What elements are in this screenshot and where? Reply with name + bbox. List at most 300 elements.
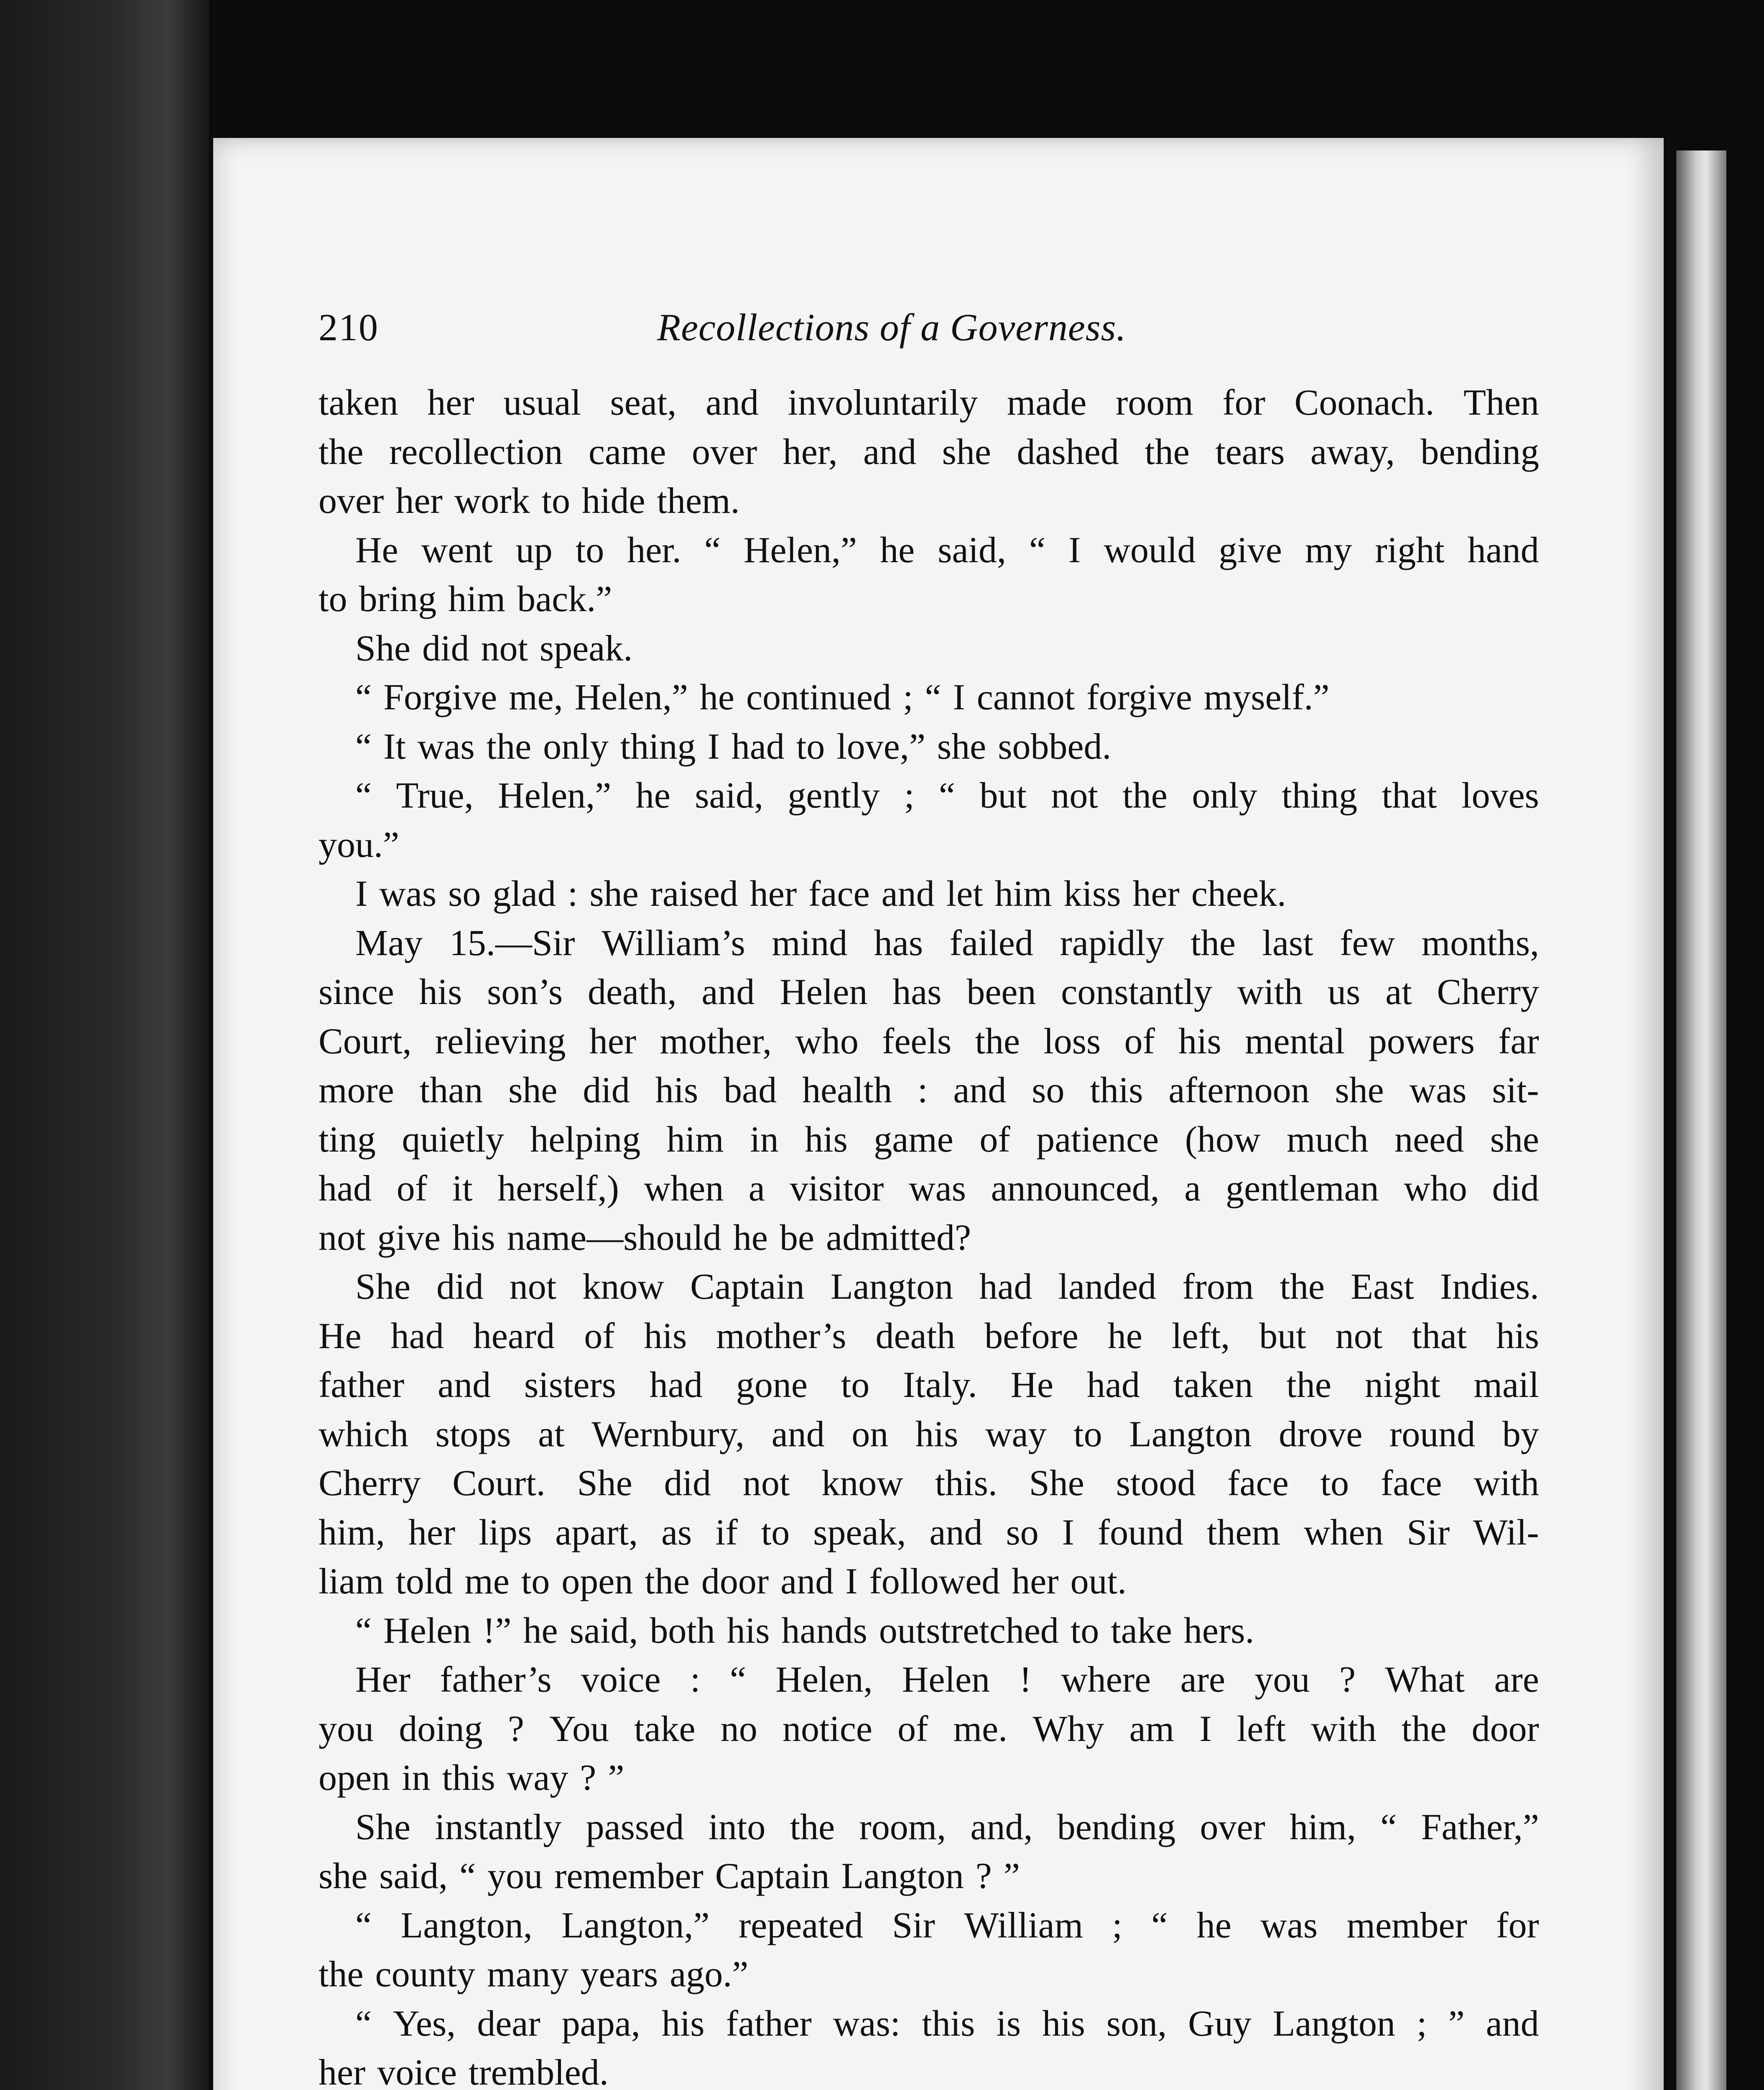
text-word: his <box>805 1119 848 1160</box>
text-word: mother, <box>660 1021 772 1062</box>
text-word: She <box>577 1463 632 1504</box>
text-word: his <box>1178 1021 1221 1062</box>
text-word: with <box>1311 1708 1377 1749</box>
text-word: Langton, <box>400 1905 533 1946</box>
text-word: (how <box>1185 1119 1261 1160</box>
text-line <box>319 1754 1539 1803</box>
text-word: Then <box>1463 382 1539 423</box>
text-word: face <box>1227 1463 1289 1504</box>
text-word: May <box>355 923 423 963</box>
text-word: gone <box>736 1365 808 1405</box>
text-word: constantly <box>1061 972 1213 1012</box>
text-word: stood <box>1116 1463 1196 1504</box>
text-word: Court. <box>452 1463 546 1504</box>
text-line-content: “ It was the only thing I had to love,” she sobbed. <box>355 726 1111 767</box>
text-word: Indies. <box>1440 1267 1539 1307</box>
text-line <box>319 1999 1539 2049</box>
text-word: not <box>742 1463 790 1504</box>
text-word: drove <box>1279 1414 1363 1455</box>
text-word: him <box>666 1119 724 1160</box>
text-word: sit- <box>1492 1070 1539 1111</box>
text-word: ; <box>1112 1905 1122 1946</box>
text-word: feels <box>882 1021 952 1062</box>
text-word: that <box>1412 1315 1467 1356</box>
text-word: to <box>1320 1463 1349 1504</box>
text-word: dashed <box>1017 431 1119 472</box>
text-word: the <box>1286 1365 1331 1405</box>
text-word: Guy <box>1188 2003 1252 2044</box>
text-word: speak, <box>813 1512 906 1553</box>
text-word: bad <box>724 1070 777 1111</box>
text-word: last <box>1262 923 1313 963</box>
text-line <box>319 2048 1539 2090</box>
text-word: father <box>726 2003 812 2044</box>
text-word: “ <box>704 530 721 571</box>
text-word: to <box>761 1512 790 1553</box>
text-word: she <box>942 431 991 472</box>
text-word: son, <box>1106 2003 1167 2044</box>
text-word: in <box>750 1119 779 1160</box>
text-word: William’s <box>602 923 745 963</box>
text-word: of <box>1124 1021 1155 1062</box>
text-word: and <box>863 431 917 472</box>
text-word: need <box>1394 1119 1464 1160</box>
text-word: did <box>664 1463 711 1504</box>
text-word: doing <box>399 1708 483 1749</box>
text-word: of <box>396 1168 428 1209</box>
text-line-content: She did not speak. <box>355 628 633 669</box>
text-word: since <box>319 972 394 1012</box>
text-word: was: <box>833 2003 901 2044</box>
text-word: to <box>1073 1414 1102 1455</box>
text-word: came <box>588 431 666 472</box>
text-line <box>319 919 1539 968</box>
text-word: but <box>1259 1315 1306 1356</box>
text-word: bending <box>1420 431 1539 472</box>
text-word: repeated <box>738 1905 863 1946</box>
text-word: “ <box>355 775 372 816</box>
text-word: ! <box>1019 1659 1032 1700</box>
text-word: room <box>1116 382 1193 423</box>
text-word: game <box>874 1119 953 1160</box>
text-word: and <box>929 1512 983 1553</box>
text-word: where <box>1061 1659 1151 1700</box>
text-word: she <box>508 1070 558 1111</box>
text-word: hand <box>1467 530 1539 571</box>
text-word: when <box>1303 1512 1384 1553</box>
text-word: give <box>1218 530 1282 571</box>
text-word: a <box>748 1168 765 1209</box>
text-word: Father,” <box>1421 1807 1539 1848</box>
text-word: had <box>979 1267 1032 1307</box>
text-word: Langton <box>1272 2003 1396 2044</box>
text-word: stops <box>435 1414 511 1455</box>
text-word: a <box>1184 1168 1201 1209</box>
text-word: his <box>915 1414 958 1455</box>
text-word: was <box>1260 1905 1318 1946</box>
text-word: the <box>1145 431 1190 472</box>
text-word: him, <box>319 1512 385 1553</box>
text-word: with <box>1237 972 1303 1012</box>
text-word: Helen, <box>775 1659 873 1700</box>
text-word: his <box>1496 1315 1539 1356</box>
text-line <box>319 1164 1539 1213</box>
text-word: night <box>1364 1365 1440 1405</box>
text-line <box>319 575 1539 624</box>
text-line <box>319 968 1539 1017</box>
text-word: so <box>1032 1070 1065 1111</box>
text-line <box>319 1901 1539 1950</box>
text-word: and <box>771 1414 825 1455</box>
text-line-content: she said, “ you remember Captain Langton ? ” <box>319 1856 1020 1896</box>
text-word: left <box>1236 1708 1286 1749</box>
text-word: notice <box>782 1708 872 1749</box>
text-word: and <box>701 972 755 1012</box>
text-word: made <box>1007 382 1087 423</box>
text-word: ting <box>319 1119 376 1160</box>
text-word: know <box>821 1463 903 1504</box>
text-word: helping <box>530 1119 641 1160</box>
text-word: his <box>661 2003 705 2044</box>
text-word: failed <box>949 923 1033 963</box>
text-word: What <box>1385 1659 1465 1700</box>
text-line <box>319 1459 1539 1508</box>
text-word: sisters <box>524 1365 616 1405</box>
text-word: and, <box>970 1807 1033 1848</box>
text-word: and <box>1486 2003 1539 2044</box>
text-word: He <box>355 530 398 571</box>
text-word: I <box>1062 1512 1074 1553</box>
text-word: only <box>1192 775 1257 816</box>
text-word: months, <box>1421 923 1539 963</box>
text-word: said, <box>695 775 764 816</box>
text-word: me. <box>953 1708 1008 1749</box>
text-word: her, <box>783 431 838 472</box>
text-line <box>319 428 1539 477</box>
text-word: from <box>1182 1267 1254 1307</box>
text-word: thing <box>1282 775 1358 816</box>
text-word: her. <box>627 530 681 571</box>
body-text <box>319 378 1539 2090</box>
text-word: the <box>1122 775 1168 816</box>
text-word: at <box>1385 972 1412 1012</box>
text-line <box>319 771 1539 821</box>
text-word: us <box>1328 972 1361 1012</box>
text-line-content: “ Helen !” he said, both his hands outstretched to take hers. <box>355 1610 1254 1651</box>
text-word: not <box>1335 1315 1383 1356</box>
text-word: that <box>1382 775 1437 816</box>
text-word: left, <box>1172 1315 1230 1356</box>
text-line <box>319 1066 1539 1115</box>
text-word: on <box>851 1414 889 1455</box>
text-word: Cherry <box>319 1463 421 1504</box>
text-word: not <box>509 1267 557 1307</box>
text-word: powers <box>1368 1021 1475 1062</box>
text-word: way <box>985 1414 1047 1455</box>
text-word: Sir <box>892 1905 935 1946</box>
text-line <box>319 1262 1539 1312</box>
text-line <box>319 1950 1539 1999</box>
text-word: Langton <box>830 1267 953 1307</box>
page-header <box>319 305 1539 359</box>
text-word: is <box>996 2003 1021 2044</box>
text-word: father’s <box>440 1659 552 1700</box>
text-word: Langton,” <box>561 1905 710 1946</box>
text-word: quietly <box>402 1119 504 1160</box>
text-word: his <box>644 1315 687 1356</box>
text-line-content: the county many years ago.” <box>319 1954 749 1995</box>
scanner-background-left <box>0 0 209 2090</box>
text-word: He <box>1010 1365 1054 1405</box>
text-word: of <box>979 1119 1010 1160</box>
text-line <box>319 1557 1539 1606</box>
text-word: of <box>897 1708 928 1749</box>
text-word: was <box>1409 1070 1467 1111</box>
text-word: her <box>408 1512 456 1553</box>
text-line <box>319 1115 1539 1165</box>
text-line <box>319 821 1539 870</box>
text-line-content: not give his name—should he be admitted? <box>319 1217 971 1258</box>
text-word: over <box>691 431 757 472</box>
text-word: She <box>1029 1463 1084 1504</box>
text-line <box>319 1410 1539 1459</box>
text-word: the <box>1280 1267 1325 1307</box>
text-word: said, <box>938 530 1006 571</box>
text-line <box>319 673 1539 722</box>
text-line <box>319 1705 1539 1754</box>
text-word: and <box>438 1365 491 1405</box>
text-word: been <box>966 972 1036 1012</box>
text-word: the <box>790 1807 835 1848</box>
text-word: of <box>584 1315 615 1356</box>
text-word: and <box>953 1070 1007 1111</box>
text-word: are <box>1180 1659 1226 1700</box>
text-word: did <box>1492 1168 1539 1209</box>
text-word: right <box>1375 530 1445 571</box>
text-line <box>319 1508 1539 1557</box>
text-word: round <box>1389 1414 1476 1455</box>
text-word: he <box>635 775 670 816</box>
text-line-content: to bring him back.” <box>319 579 612 619</box>
text-word: who <box>795 1021 859 1062</box>
text-line <box>319 1606 1539 1656</box>
text-word: mind <box>772 923 848 963</box>
text-word: member <box>1346 1905 1467 1946</box>
text-line-content: I was so glad : she raised her face and let him kiss her cheek. <box>355 874 1287 914</box>
text-word: the <box>1401 1708 1447 1749</box>
text-line <box>319 1312 1539 1361</box>
text-line <box>319 624 1539 673</box>
text-word: as <box>661 1512 692 1553</box>
text-word: far <box>1498 1021 1539 1062</box>
text-word: went <box>421 530 493 571</box>
text-word: I <box>1068 530 1081 571</box>
text-word: : <box>690 1659 701 1700</box>
text-word: ; <box>1417 2003 1427 2044</box>
text-word: has <box>874 923 923 963</box>
text-line <box>319 1655 1539 1705</box>
text-word: dear <box>477 2003 540 2044</box>
text-word: face <box>1381 1463 1442 1504</box>
text-word: my <box>1305 530 1352 571</box>
text-line <box>319 1361 1539 1410</box>
text-word: I <box>1199 1708 1212 1749</box>
text-word: usual <box>503 382 581 423</box>
text-word: over <box>1200 1807 1265 1848</box>
text-word: much <box>1287 1119 1369 1160</box>
text-word: this <box>1090 1070 1143 1111</box>
text-word: by <box>1502 1414 1539 1455</box>
text-word: his <box>419 972 462 1012</box>
text-word: son’s <box>487 972 563 1012</box>
text-line-content: her voice trembled. <box>319 2052 609 2090</box>
text-word: father <box>319 1365 405 1405</box>
text-line <box>319 1213 1539 1263</box>
text-word: than <box>419 1070 483 1111</box>
text-word: had <box>1086 1365 1140 1405</box>
text-word: know <box>582 1267 664 1307</box>
text-word: death <box>875 1315 956 1356</box>
text-word: away, <box>1310 431 1395 472</box>
text-word: True, <box>396 775 474 816</box>
text-word: Langton <box>1129 1414 1252 1455</box>
text-word: Helen <box>902 1659 990 1700</box>
text-word: William <box>964 1905 1083 1946</box>
text-word: Yes, <box>393 2003 456 2044</box>
text-word: landed <box>1058 1267 1157 1307</box>
text-word: her <box>589 1021 637 1062</box>
text-word: Wernbury, <box>591 1414 745 1455</box>
text-word: Helen,” <box>498 775 612 816</box>
text-line <box>319 1017 1539 1066</box>
text-word: the <box>319 431 364 472</box>
text-word: no <box>720 1708 757 1749</box>
text-word: to <box>575 530 604 571</box>
text-word: are <box>1494 1659 1539 1700</box>
text-word: did <box>583 1070 630 1111</box>
text-line <box>319 378 1539 428</box>
text-word: Coonach. <box>1294 382 1435 423</box>
text-word: for <box>1496 1905 1539 1946</box>
text-word: “ <box>1380 1807 1397 1848</box>
text-word: seat, <box>610 382 677 423</box>
text-word: the <box>1190 923 1236 963</box>
text-word: mail <box>1473 1365 1539 1405</box>
text-word: room, <box>859 1807 946 1848</box>
text-word: found <box>1097 1512 1184 1553</box>
text-word: He <box>319 1315 362 1356</box>
text-word: recollection <box>389 431 563 472</box>
text-word: it <box>452 1168 473 1209</box>
text-word: : <box>918 1070 928 1111</box>
text-word: loss <box>1043 1021 1101 1062</box>
text-line <box>319 1852 1539 1901</box>
text-word: you <box>319 1708 374 1749</box>
text-word: visitor <box>790 1168 884 1209</box>
text-word: he <box>1196 1905 1231 1946</box>
text-line <box>319 477 1539 526</box>
text-line-content: you.” <box>319 824 400 865</box>
text-word: “ <box>1151 1905 1168 1946</box>
text-word: taken <box>1173 1365 1253 1405</box>
text-word: loves <box>1461 775 1539 816</box>
text-word: 15.—Sir <box>449 923 575 963</box>
text-word: health <box>802 1070 892 1111</box>
text-word: but <box>979 775 1027 816</box>
text-word: rapidly <box>1060 923 1164 963</box>
text-line <box>319 722 1539 772</box>
text-word: lips <box>479 1512 532 1553</box>
text-word: passed <box>586 1807 684 1848</box>
text-word: “ <box>355 1905 372 1946</box>
text-word: him, <box>1290 1807 1356 1848</box>
text-word: not <box>1051 775 1098 816</box>
text-line <box>319 526 1539 575</box>
text-word: her <box>427 382 474 423</box>
text-word: them <box>1207 1512 1280 1553</box>
text-word: before <box>984 1315 1078 1356</box>
text-word: would <box>1104 530 1196 571</box>
text-word: Wil- <box>1473 1512 1539 1553</box>
text-word: voice <box>581 1659 661 1700</box>
text-word: so <box>1006 1512 1039 1553</box>
text-word: he <box>1107 1315 1142 1356</box>
text-word: if <box>715 1512 738 1553</box>
text-line-content: open in this way ? ” <box>319 1758 625 1798</box>
text-word: She <box>355 1807 410 1848</box>
text-word: was <box>909 1168 966 1209</box>
text-word: instantly <box>435 1807 562 1848</box>
text-word: this. <box>935 1463 997 1504</box>
text-word: relieving <box>435 1021 566 1062</box>
text-word: few <box>1340 923 1395 963</box>
text-word: gentleman <box>1226 1168 1379 1209</box>
text-word: apart, <box>555 1512 638 1553</box>
text-line-content: liam told me to open the door and I followed her out. <box>319 1561 1127 1602</box>
text-word: did <box>436 1267 484 1307</box>
text-word: has <box>892 972 942 1012</box>
text-word: involuntarily <box>788 382 978 423</box>
text-line-content: “ Forgive me, Helen,” he continued ; “ I cannot forgive myself.” <box>355 677 1330 718</box>
text-word: East <box>1351 1267 1414 1307</box>
text-word: Court, <box>319 1021 412 1062</box>
text-word: his <box>1042 2003 1085 2044</box>
text-word: announced, <box>991 1168 1160 1209</box>
text-word: “ <box>355 2003 372 2044</box>
text-word: at <box>538 1414 565 1455</box>
text-word: door <box>1471 1708 1539 1749</box>
text-word: into <box>708 1807 766 1848</box>
text-word: ? <box>1339 1659 1356 1700</box>
text-word: she <box>1490 1119 1539 1160</box>
text-word: who <box>1404 1168 1467 1209</box>
text-word: “ <box>1029 530 1046 571</box>
text-word: mother’s <box>716 1315 846 1356</box>
text-word: which <box>319 1414 409 1455</box>
text-word: afternoon <box>1168 1070 1310 1111</box>
text-word: more <box>319 1070 394 1111</box>
running-title: Recollections of a Governess. <box>657 306 1127 349</box>
text-line <box>319 869 1539 919</box>
text-word: mental <box>1245 1021 1345 1062</box>
text-word: with <box>1473 1463 1539 1504</box>
page-number: 210 <box>319 306 379 349</box>
text-word: his <box>655 1070 698 1111</box>
text-word: up <box>515 530 553 571</box>
text-word: taken <box>319 382 398 423</box>
text-word: this <box>922 2003 975 2044</box>
text-word: She <box>355 1267 410 1307</box>
